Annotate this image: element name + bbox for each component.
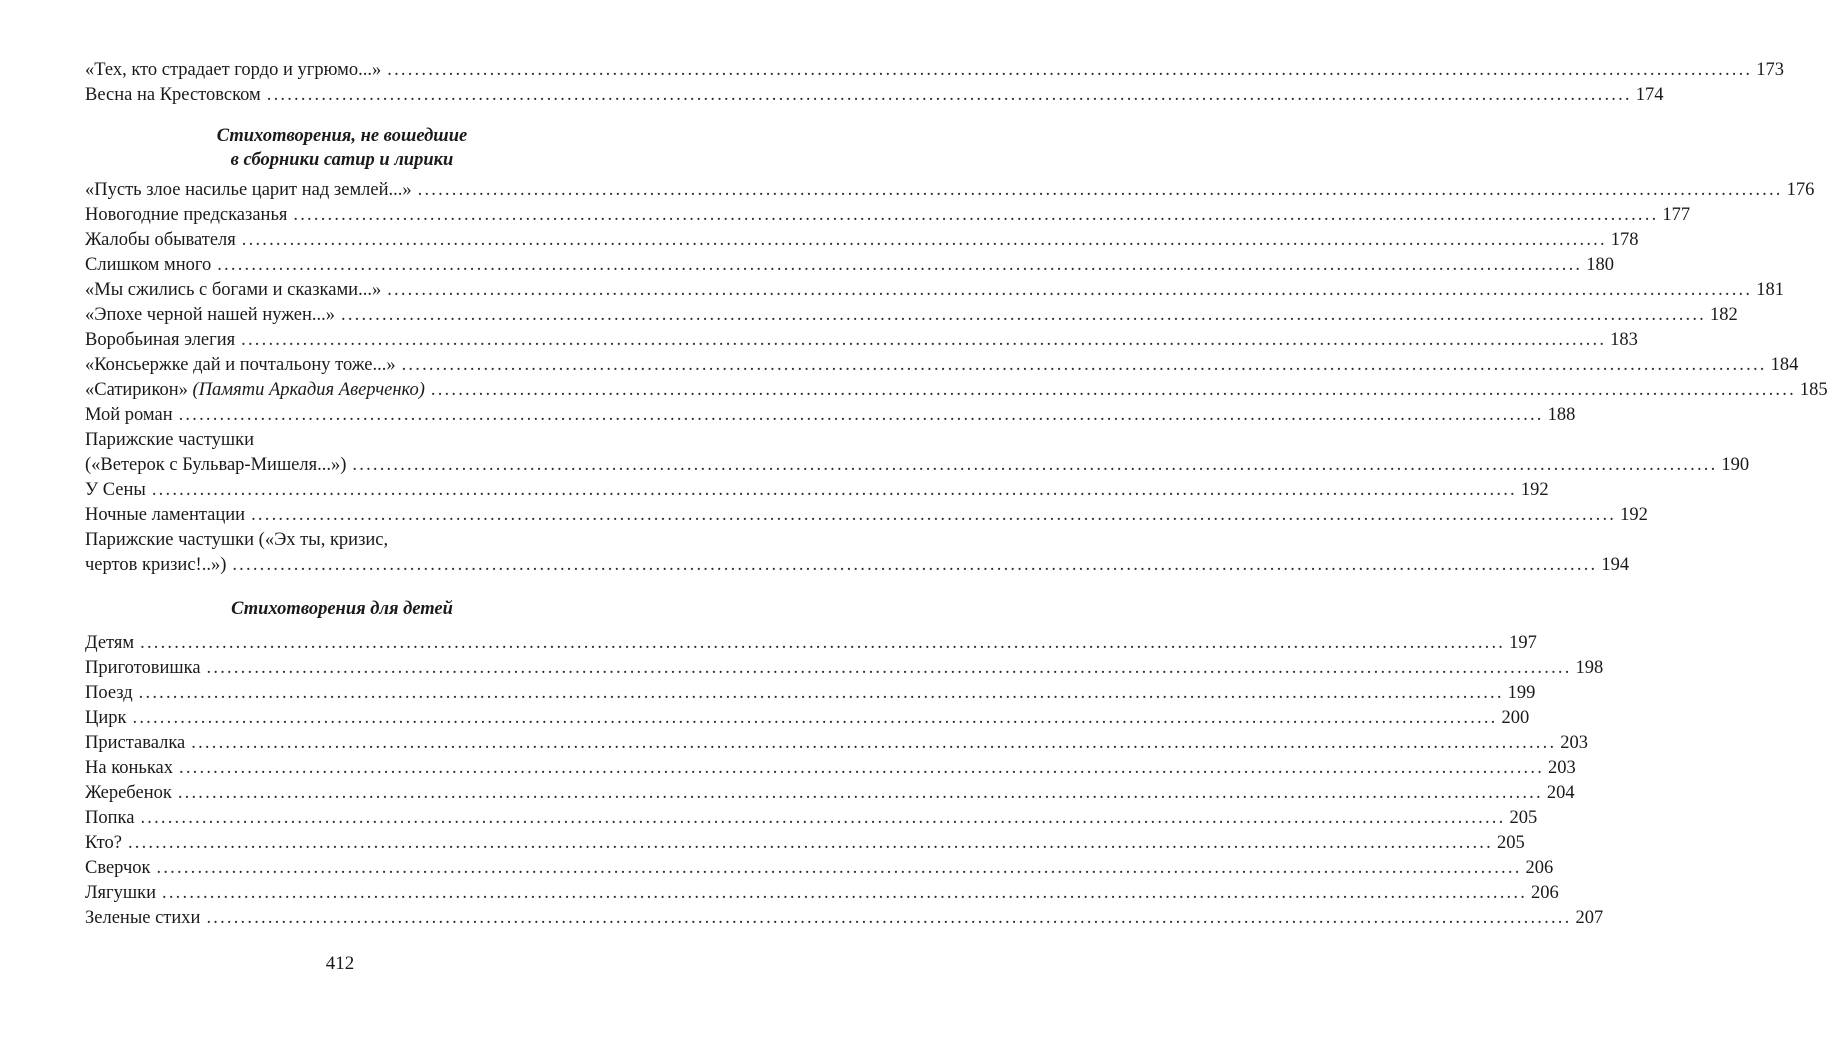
toc-entry-title-wrap [85,378,425,403]
toc-entry [85,831,1525,856]
section-heading-line: Стихотворения, не вошедшие [216,126,468,146]
toc-entry-title: Жеребенок [85,783,172,803]
toc-entry-page: 181 [1756,280,1784,300]
toc-entry-title: Поезд [85,683,133,703]
toc-entry-page: 206 [1531,883,1559,903]
dot-leader: ........................................................................................................................................................................................................ [206,908,1572,928]
toc-entry [85,806,1538,831]
dot-leader: ........................................................................................................................................................................................................ [140,808,1506,828]
toc-entry-title: Кто? [85,833,122,853]
section-heading [85,124,599,172]
toc-entry-page: 183 [1610,330,1638,350]
toc-entry-page: 180 [1586,255,1614,275]
dot-leader: ........................................................................................................................................................................................................ [401,355,1767,375]
toc-entry-page: 188 [1547,405,1576,425]
toc-entry [85,631,1537,656]
toc-entry [85,756,1576,781]
toc-entry-page: 178 [1610,230,1639,250]
toc-entry [85,656,1604,681]
dot-leader: ........................................................................................................................................................................................................ [241,230,1607,250]
toc-entry [85,731,1589,756]
toc-entry-page: 203 [1560,733,1589,753]
dot-leader: ........................................................................................................................................................................................................ [417,180,1783,200]
toc-entry-page: 184 [1770,355,1799,375]
toc-entry-page: 198 [1575,658,1604,678]
toc-entry-subtitle: (Памяти Аркадия Аверченко) [192,380,425,400]
toc-entry-page: 197 [1509,633,1537,653]
toc-entry-title: Сверчок [85,858,151,878]
page-number: 412 [325,953,355,974]
toc-entry [85,353,1799,378]
toc-entry-title: чертов кризис!..») [85,555,227,575]
dot-leader: ........................................................................................................................................................................................................ [178,405,1544,425]
toc-entry-title: Попка [85,808,135,828]
dot-leader: ........................................................................................................................................................................................................ [430,380,1796,400]
toc-entry-page: 173 [1756,60,1784,80]
toc-entry [85,303,1738,328]
dot-leader: ........................................................................................................................................................................................................ [232,555,1598,575]
dot-leader: ........................................................................................................................................................................................................ [140,633,1506,653]
toc-entry [85,706,1530,731]
toc-entry-page: 192 [1520,480,1549,500]
toc-entry-page: 174 [1635,85,1664,105]
toc-entry [85,856,1554,881]
toc-entry-page: 205 [1509,808,1538,828]
toc-entry [85,781,1575,806]
toc-entry-page: 185 [1799,380,1828,400]
dot-leader: ........................................................................................................................................................................................................ [179,758,1545,778]
dot-leader: ........................................................................................................................................................................................................ [156,858,1522,878]
toc-entry-title-line1: Парижские частушки [85,430,255,450]
dot-leader: ........................................................................................................................................................................................................ [177,783,1543,803]
toc-entry-title: Новогодние предсказанья [85,205,288,225]
dot-leader: ........................................................................................................................................................................................................ [127,833,1493,853]
toc-entry [85,681,1536,706]
toc-entry-title: Слишком много [85,255,212,275]
toc-entry [85,278,1784,303]
toc-entry-title: «Тех, кто страдает гордо и угрюмо...» [85,60,382,80]
dot-leader: ........................................................................................................................................................................................................ [293,205,1659,225]
toc-entry-page: 192 [1620,505,1648,525]
toc-entry-page: 199 [1507,683,1536,703]
dot-leader: ........................................................................................................................................................................................................ [251,505,1617,525]
toc-entry-title: Приготовишка [85,658,201,678]
toc-entry [85,428,1750,478]
toc-entry-title: Зеленые стихи [85,908,201,928]
toc-entry-title: Весна на Крестовском [85,85,261,105]
toc-entry [85,203,1691,228]
toc-entry-page: 203 [1548,758,1576,778]
toc-entry [85,378,1828,403]
toc-entry-title: Приставалка [85,733,186,753]
toc-entry-title: Цирк [85,708,127,728]
toc-entry [85,478,1549,503]
toc-entry-page: 204 [1546,783,1575,803]
toc-entry-title: «Сатирикон» [85,380,188,400]
toc-entry [85,228,1639,253]
section-heading-line: в сборники сатир и лирики [230,150,454,170]
toc-entry-title: «Консьержке дай и почтальону тоже...» [85,355,396,375]
toc-entry-title: Ночные ламентации [85,505,246,525]
section-heading [85,597,599,621]
toc-entry-page: 206 [1525,858,1554,878]
dot-leader: ........................................................................................................................................................................................................ [132,708,1498,728]
dot-leader: ........................................................................................................................................................................................................ [206,658,1572,678]
section-heading-line: Стихотворения для детей [231,599,453,619]
dot-leader: ........................................................................................................................................................................................................ [151,480,1517,500]
toc-entry-title: «Пусть злое насилье царит над землей...» [85,180,412,200]
toc-entry-title: Мой роман [85,405,173,425]
dot-leader: ........................................................................................................................................................................................................ [217,255,1583,275]
toc-entry-page: 176 [1786,180,1815,200]
toc-entry-title: На коньках [85,758,174,778]
toc-entry-title-line1: Парижские частушки («Эх ты, кризис, [85,530,389,550]
dot-leader: ........................................................................................................................................................................................................ [138,683,1504,703]
toc-entry [85,403,1576,428]
toc-entry [85,178,1815,203]
toc-entry [85,906,1604,931]
toc-entry-title: «Эпохе черной нашей нужен...» [85,305,335,325]
dot-leader: ........................................................................................................................................................................................................ [341,305,1706,325]
toc-entry-page: 205 [1496,833,1525,853]
toc-entry-title: Жалобы обывателя [85,230,236,250]
toc-entry-title: Детям [85,633,135,653]
toc-entry-title: («Ветерок с Бульвар-Мишеля...») [85,455,347,475]
toc-entry-title: Лягушки [85,883,157,903]
toc-entry-title: Воробьиная элегия [85,330,236,350]
toc-entry [85,528,1630,578]
toc-entry-page: 190 [1721,455,1750,475]
dot-leader: ........................................................................................................................................................................................................ [387,60,1753,80]
toc-entry [85,83,1664,108]
dot-leader: ........................................................................................................................................................................................................ [191,733,1557,753]
dot-leader: ........................................................................................................................................................................................................ [241,330,1607,350]
toc-entry [85,881,1559,906]
toc-entry-title: «Мы сжились с богами и сказками...» [85,280,382,300]
toc-entry-page: 177 [1662,205,1691,225]
dot-leader: ........................................................................................................................................................................................................ [266,85,1632,105]
table-of-contents [85,58,1828,931]
toc-entry-page: 200 [1501,708,1530,728]
dot-leader: ........................................................................................................................................................................................................ [387,280,1753,300]
toc-entry [85,503,1648,528]
toc-entry-title: У Сены [85,480,146,500]
toc-entry [85,328,1638,353]
toc-entry-page: 194 [1601,555,1630,575]
toc-entry-page: 207 [1575,908,1604,928]
toc-entry-page: 182 [1710,305,1738,325]
toc-entry [85,253,1614,278]
dot-leader: ........................................................................................................................................................................................................ [162,883,1528,903]
dot-leader: ........................................................................................................................................................................................................ [352,455,1718,475]
toc-entry [85,58,1784,83]
